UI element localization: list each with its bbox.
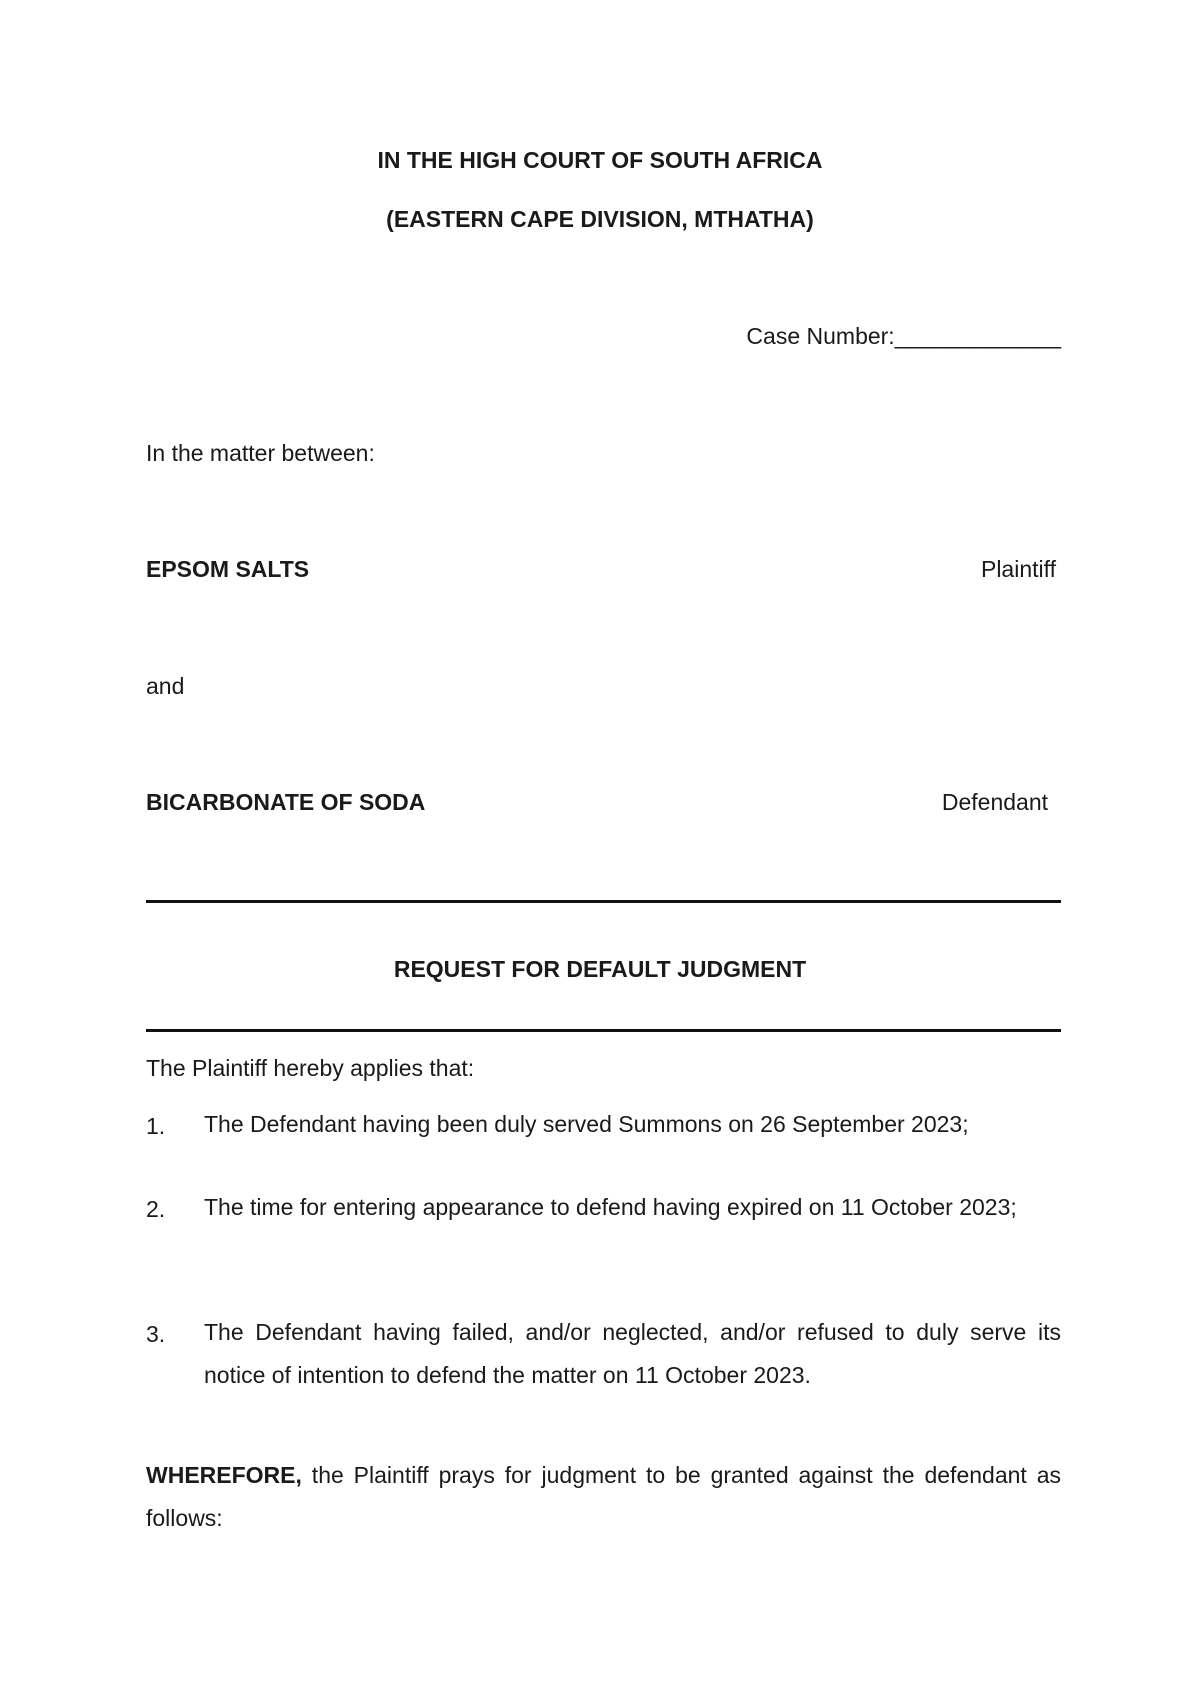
document-title: REQUEST FOR DEFAULT JUDGMENT xyxy=(393,956,807,982)
item-3-text: The Defendant having failed, and/or neglected, and/or refused to duly serve its notice of intention to defend the matter on 11 October 2023. xyxy=(204,1319,1061,1388)
wherefore-paragraph xyxy=(146,1454,1061,1540)
wherefore-text: the Plaintiff prays for judgment to be granted against the defendant as follows: xyxy=(146,1462,1061,1531)
wherefore-lead: WHEREFORE, xyxy=(146,1462,302,1488)
item-2-text: The time for entering appearance to defend having expired on 11 October 2023; xyxy=(204,1194,1017,1220)
item-2-number: 2. xyxy=(146,1196,166,1222)
case-number-label: Case Number: xyxy=(746,323,895,349)
item-1-number: 1. xyxy=(146,1113,166,1139)
top-title-rule xyxy=(146,900,1061,903)
case-number xyxy=(746,323,1061,350)
intro-text: The Plaintiff hereby applies that: xyxy=(146,1055,475,1081)
court-heading: IN THE HIGH COURT OF SOUTH AFRICA xyxy=(377,147,823,173)
item-3-number: 3. xyxy=(146,1321,166,1347)
matter-intro: In the matter between: xyxy=(146,440,375,466)
item-1-text: The Defendant having been duly served Summons on 26 September 2023; xyxy=(204,1111,969,1137)
parties-conjunction: and xyxy=(146,673,185,699)
case-number-blank: _____________ xyxy=(894,323,1061,349)
plaintiff-name: EPSOM SALTS xyxy=(146,556,310,582)
defendant-name: BICARBONATE OF SODA xyxy=(146,789,426,815)
division-heading: (EASTERN CAPE DIVISION, MTHATHA) xyxy=(386,206,814,232)
defendant-role: Defendant xyxy=(941,789,1048,815)
bottom-title-rule xyxy=(146,1029,1061,1032)
plaintiff-role: Plaintiff xyxy=(980,556,1056,582)
